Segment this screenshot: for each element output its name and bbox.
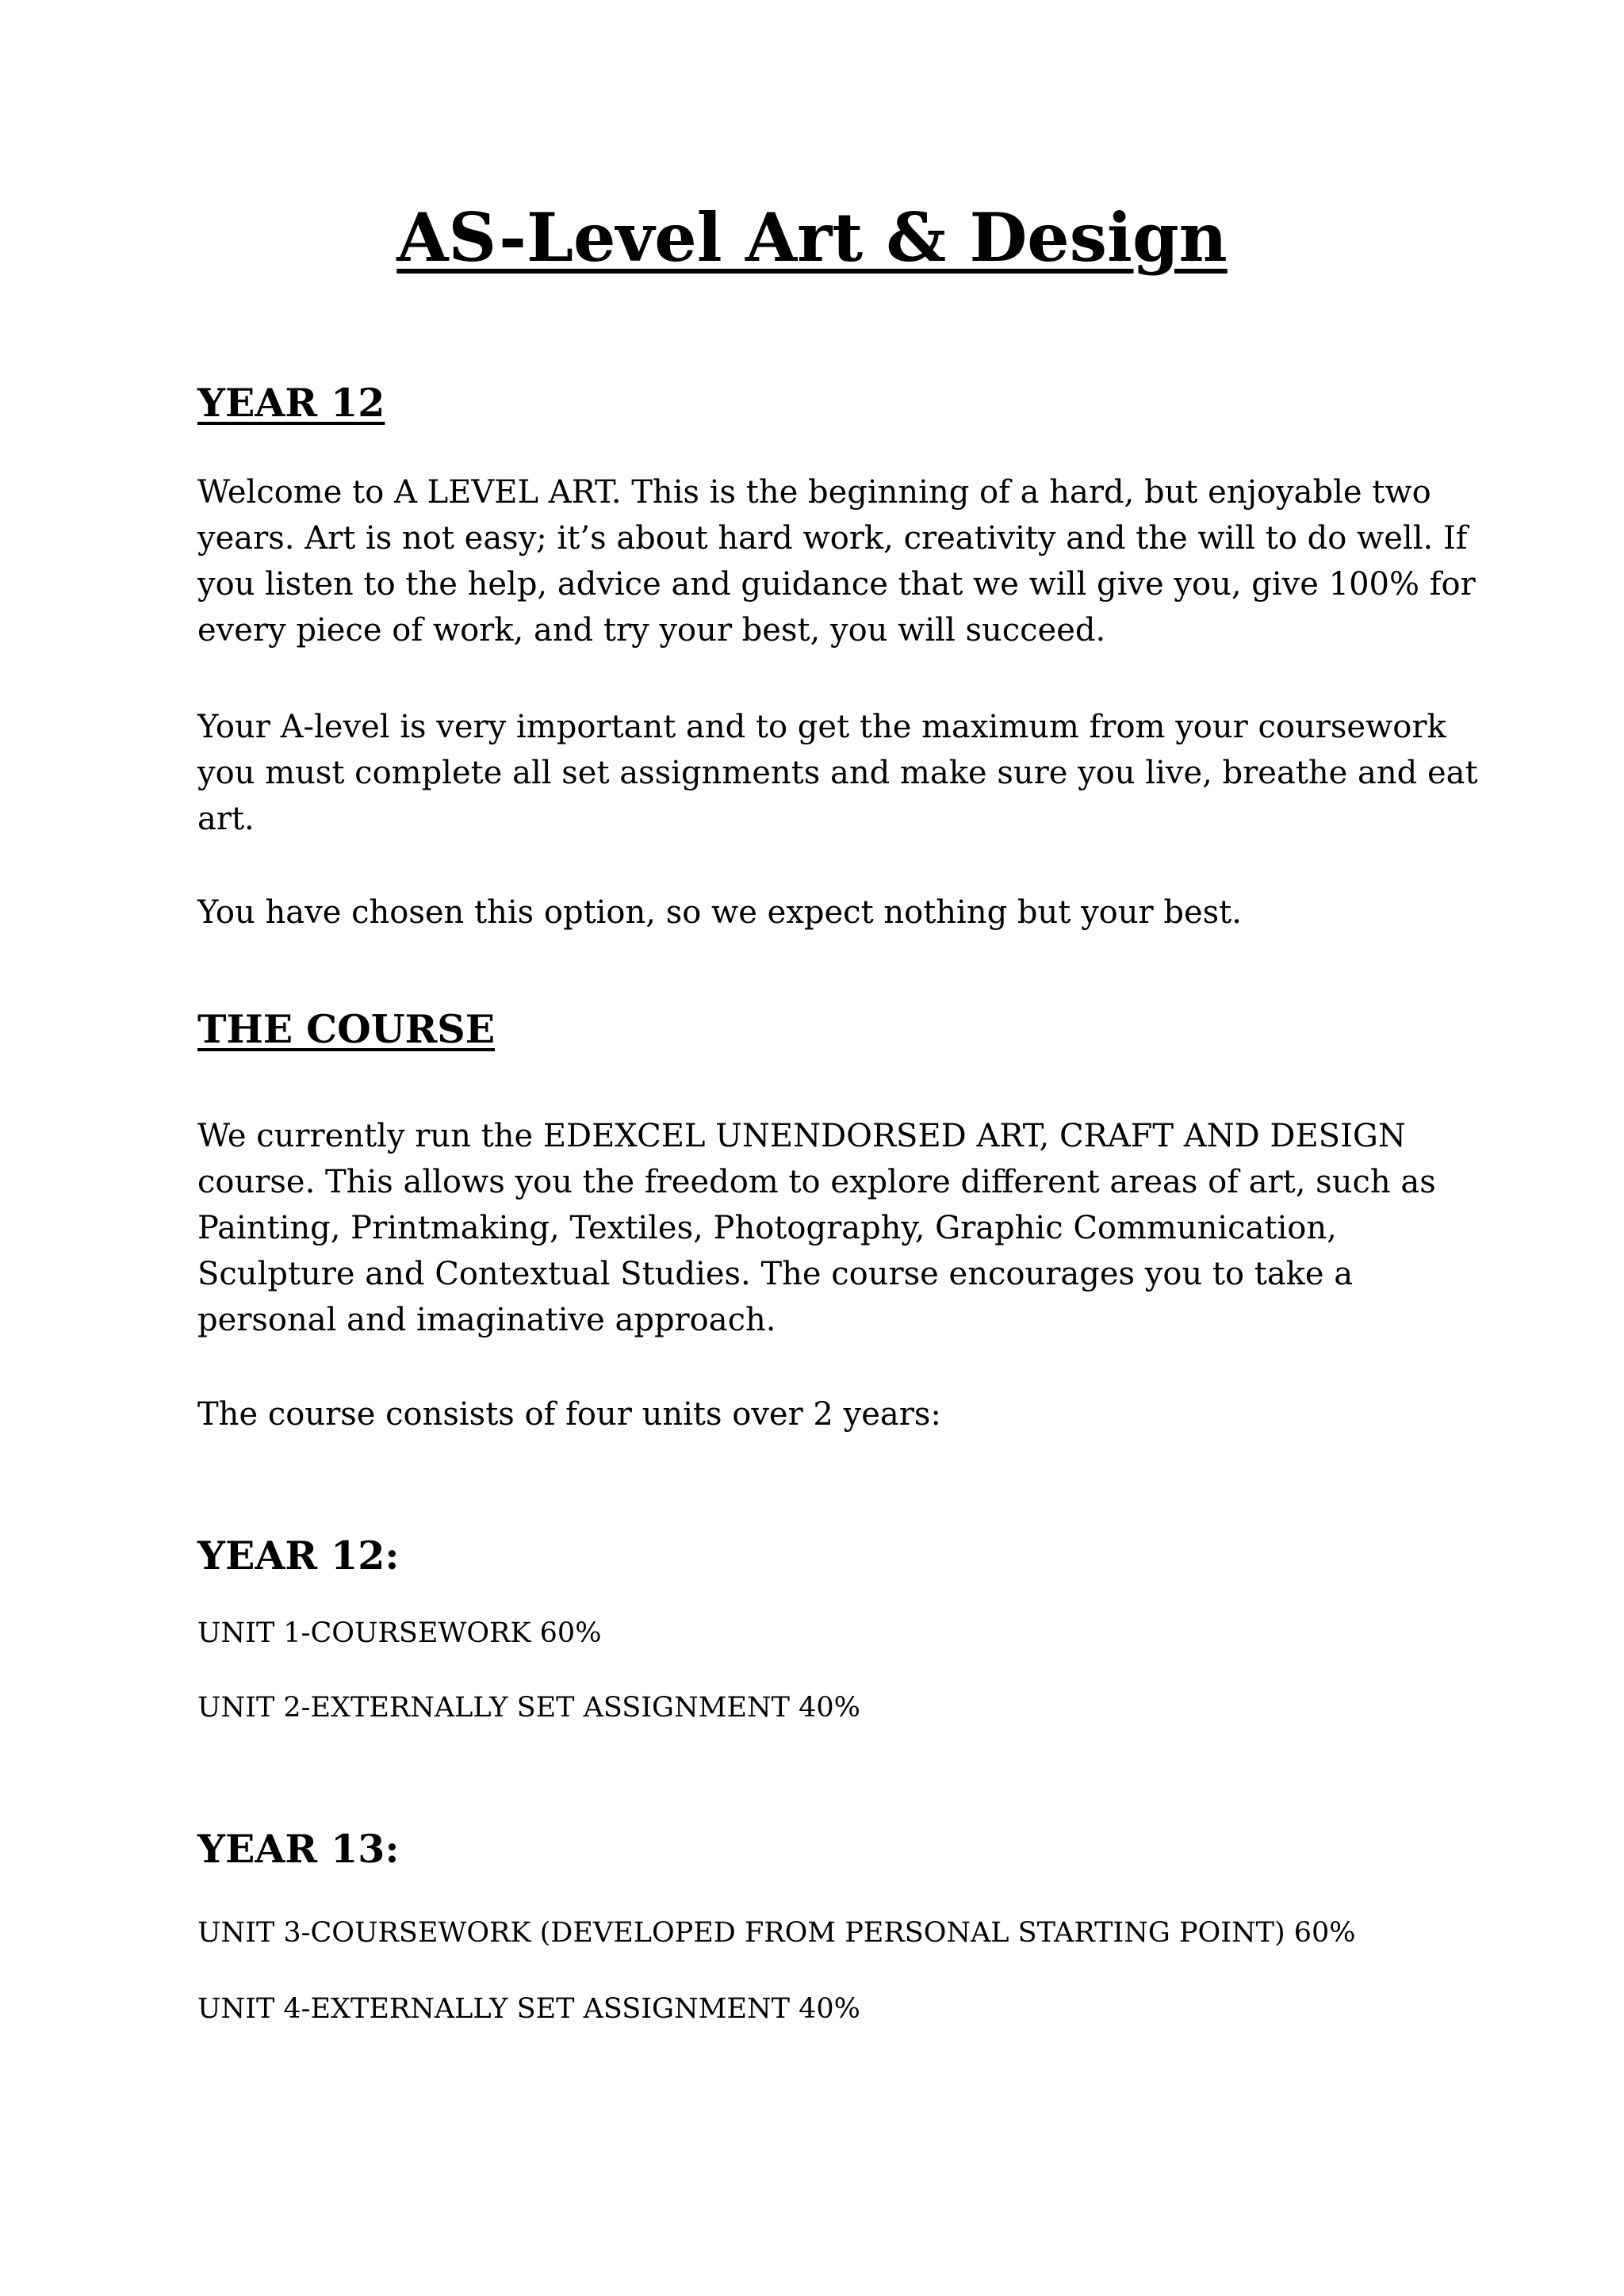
year12-heading: YEAR 12 — [197, 380, 385, 426]
units-intro-paragraph: The course consists of four units over 2 years: — [197, 1396, 941, 1433]
course-description-paragraph: We currently run the EDEXCEL UNENDORSED ART, CRAFT AND DESIGN course. This allows you the freedom to explore different areas of art, such as Painting, Printmaking, Textiles, Photography, Graphic Communication, Sculpture and Contextual Studies. The course encourages you to take a personal and imaginative approach. — [197, 1118, 1436, 1338]
year12-units-heading: YEAR 12: — [197, 1533, 400, 1578]
welcome-paragraph: Welcome to A LEVEL ART. This is the beginning of a hard, but enjoyable two years. Art is not easy; it’s about hard work, creativity and the will to do well. If you listen to the help, advice and guidance that we will give you, give 100% for every piece of work, and try your best, you will succeed. — [197, 474, 1476, 649]
page-title: AS-Level Art & Design — [396, 198, 1228, 277]
year13-units-heading: YEAR 13: — [197, 1826, 400, 1872]
importance-paragraph: Your A-level is very important and to get the maximum from your coursework you must complete all set assignments and make sure you live, breathe and eat art. — [197, 709, 1478, 837]
unit-2-item: UNIT 2-EXTERNALLY SET ASSIGNMENT 40% — [197, 1692, 860, 1724]
course-heading: THE COURSE — [197, 1006, 496, 1052]
unit-3-item: UNIT 3-COURSEWORK (DEVELOPED FROM PERSONAL STARTING POINT) 60% — [197, 1917, 1356, 1949]
unit-4-item: UNIT 4-EXTERNALLY SET ASSIGNMENT 40% — [197, 1993, 860, 2025]
expectation-paragraph: You have chosen this option, so we expect nothing but your best. — [197, 894, 1242, 931]
unit-1-item: UNIT 1-COURSEWORK 60% — [197, 1617, 602, 1649]
